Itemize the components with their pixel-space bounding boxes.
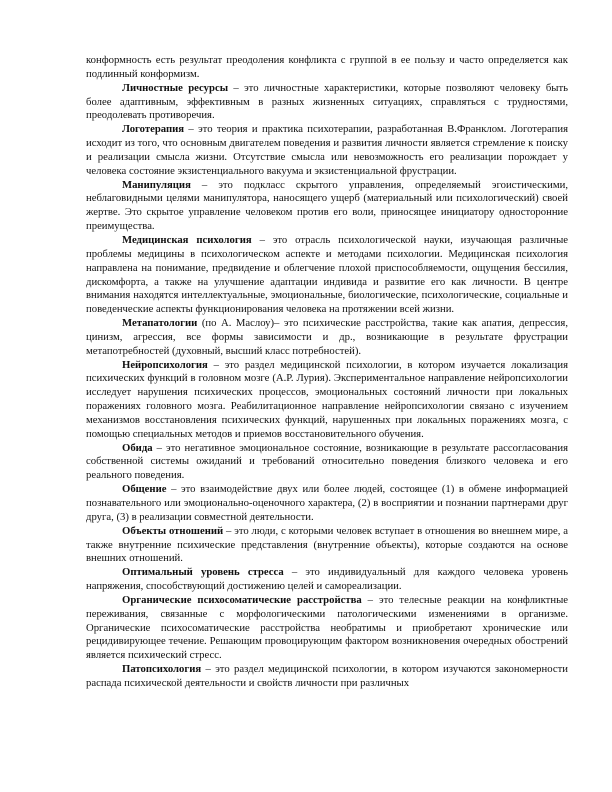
term-heading: Личностные ресурсы [122, 81, 229, 94]
paragraph-metapathology [86, 317, 568, 359]
paragraph-organic-psychosomatic [86, 594, 568, 663]
paragraph-neuropsychology [86, 359, 568, 442]
paragraph-text: – это телесные реакции на конфликтные переживания, связанные с морфологическими патологическими изменениями в организме. Органические психосоматические расстройства необратимы и приобретают хронические или рецидивирующее течение. Решающим провоцирующим фактором возникновения очередных обострений является психический стресс. [86, 593, 568, 662]
term-heading: Манипуляция [122, 178, 191, 191]
term-heading: Объекты отношений [122, 524, 224, 537]
paragraph-resentment [86, 442, 568, 484]
paragraph-text: конформность есть результат преодоления конфликта с группой в ее пользу и часто определяется как подлинный конформизм. [86, 54, 568, 80]
term-heading: Патопсихология [122, 663, 202, 676]
term-heading: Обида [122, 441, 153, 454]
term-heading: Метапатологии [122, 317, 198, 330]
term-heading: Органические психосоматические расстройства [122, 593, 362, 606]
paragraph-text: – это негативное эмоциональное состояние, возникающие в результате рассогласования собственной системы ожиданий и требований относительно поведения близкого человека и его реального поведения. [86, 441, 568, 482]
paragraph-optimal-stress [86, 566, 568, 594]
term-heading: Медицинская психология [122, 233, 252, 246]
document-page [86, 54, 568, 691]
paragraph-text: – это личностные характеристики, которые позволяют человеку быть более адаптивным, эффективным в разных жизненных ситуациях, справляться с трудностями, преодолевать противоречия. [86, 81, 569, 122]
paragraph-communication [86, 483, 568, 525]
paragraph-text: – это взаимодействие двух или более людей, состоящее (1) в обмене информацией познавательного или эмоционально-оценочного характера, (2) в восприятии и познании партнерами друг друга, (3) в реализации совместной деятельности. [86, 483, 568, 523]
paragraph-personal-resources [86, 82, 568, 124]
paragraph-pathopsychology [86, 663, 568, 691]
paragraph-logotherapy [86, 123, 568, 178]
paragraph-text: – это раздел медицинской психологии, в котором изучается локализация психических функций в головном мозге (А.Р. Лурия). Экспериментальное направление нейропсихологии исследует нарушения психических процессов, эмоциональных состояний личности при локальных поражениях головного мозга. Реабилитационное направление нейропсихологии связано с изучением механизмов восстановления психических функций, нарушенных при локальных поражениях мозга, с помощью специальных методов и приемов восстановительного обучения. [86, 358, 568, 440]
paragraph-manipulation [86, 179, 568, 234]
paragraph-text: – это индивидуальный для каждого человека уровень напряжения, способствующий достижению целей и самореализации. [86, 566, 568, 593]
paragraph-text: – это теория и практика психотерапии, разработанная В.Франклом. Логотерапия исходит из того, что основным двигателем поведения и развития личности является стремление к поиску и реализации смысла жизни. Отсутствие смысла или невозможность его реализации порождает у человека состояние экзистенциального вакуума и экзистенциальной фрустрации. [86, 123, 568, 177]
term-heading: Оптимальный уровень стресса [122, 566, 284, 579]
paragraph-medical-psychology [86, 234, 568, 317]
term-heading: Нейропсихология [122, 358, 208, 371]
paragraph-text: – это люди, с которыми человек вступает в отношения во внешнем мире, а также внутренние психические представления (внутренние объекты), которые создаются на основе внешних отношений. [86, 524, 568, 565]
term-heading: Логотерапия [122, 123, 185, 136]
paragraph-text: – это раздел медицинской психологии, в котором изучаются закономерности распада психической деятельности и свойств личности при различных [86, 663, 568, 689]
paragraph-text: (по А. Маслоу)– это психические расстройства, такие как апатия, депрессия, цинизм, агрессия, все формы зависимости и др., возникающие в результате фрустрации метапотребностей (духовный, высший класс потребностей). [86, 317, 568, 357]
paragraph-text: – это подкласс скрытого управления, определяемый эгоистическими, неблаговидными целями манипулятора, наносящего ущерб (материальный или психологический) своей жертве. Это скрытое управление человеком против его воли, приносящее инициатору односторонние преимущества. [86, 178, 568, 233]
term-heading: Общение [122, 483, 167, 496]
paragraph-object-relations [86, 525, 568, 567]
paragraph-text: – это отрасль психологической науки, изучающая различные проблемы медицины в психологическом аспекте и методами психологии. Медицинская психология направлена на понимание, предвидение и облегчение плохой приспособляемости, ощущения бессилия, дискомфорта, а также на улучшение адаптации индивида и развитие его как личности. В центре внимания находятся интеллектуальные, эмоциональные, биологические, психологические, социальные и поведенческие аспекты функционирования человека на протяжении всей жизни. [86, 233, 568, 316]
paragraph-conformism-continued [86, 54, 568, 82]
